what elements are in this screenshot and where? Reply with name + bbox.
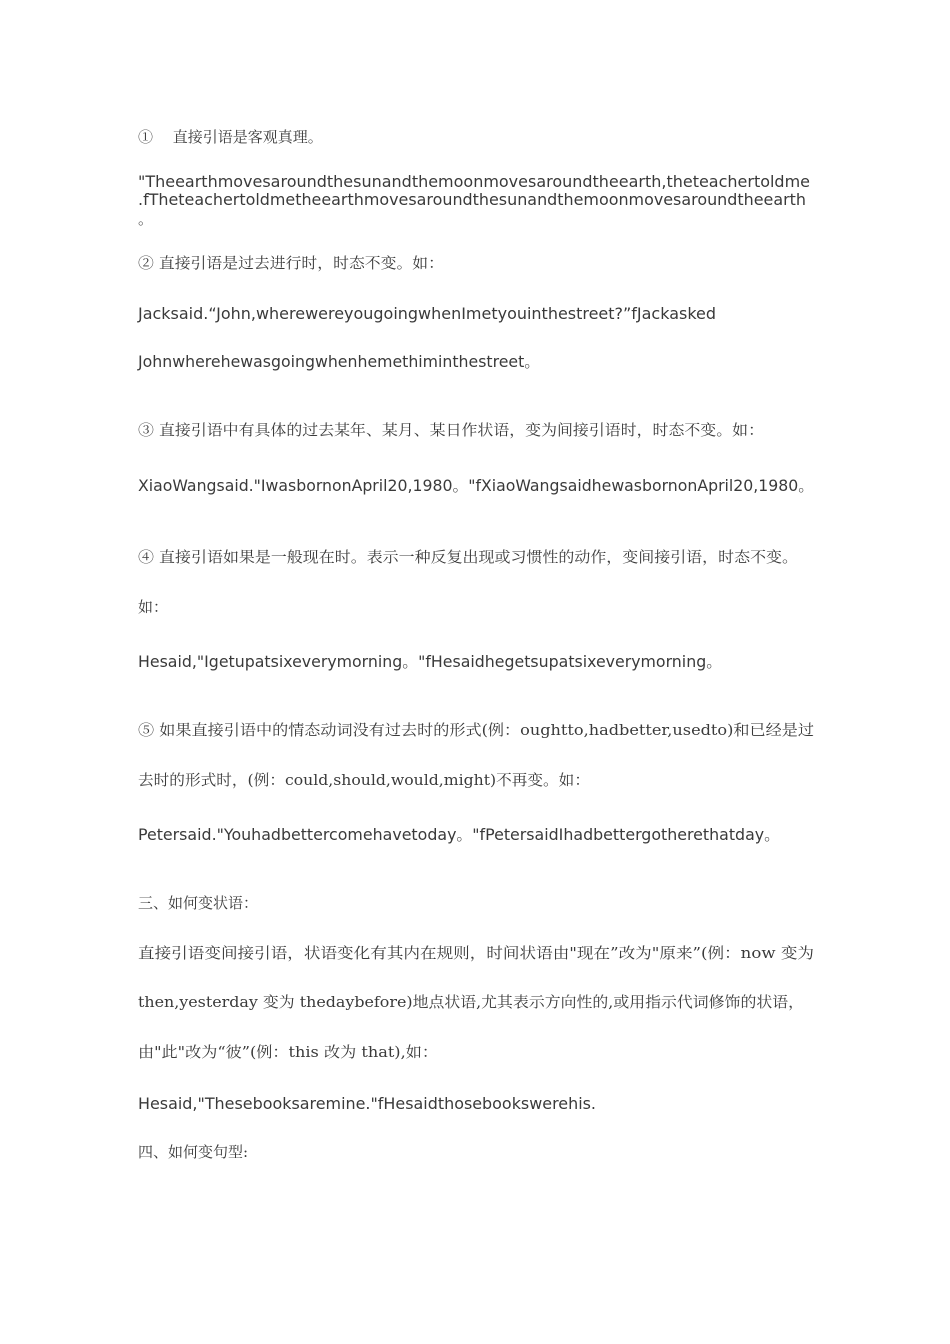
example-1-line-2: .fTheteachertoldmetheearthmovesaroundthesunandthemoonmovesaroundtheearth bbox=[138, 190, 806, 209]
example-1-line-1: "Theearthmovesaroundthesunandthemoonmovesaroundtheearth,theteachertoldme bbox=[138, 172, 810, 191]
example-4: Hesaid,"Igetupatsixeverymorning。"fHesaidhegetsupatsixeverymorning。 bbox=[138, 652, 722, 671]
section-3-para-line-1: 直接引语变间接引语，状语变化有其内在规则，时间状语由"现在”改为"原来”(例：now 变为 bbox=[138, 944, 814, 962]
example-2-line-2: Johnwherehewasgoingwhenhemethiminthestreet。 bbox=[138, 352, 540, 371]
example-2-line-1: Jacksaid.“John,wherewereyougoingwhenImetyouinthestreet?”fJackasked bbox=[138, 304, 716, 323]
item-5-heading-line-2: 去时的形式时，(例：could,should,would,might)不再变。如： bbox=[138, 771, 590, 789]
item-4-heading-line-2: 如： bbox=[138, 598, 169, 616]
example-1-line-3: 。 bbox=[138, 210, 154, 228]
section-4-heading: 四、如何变句型: bbox=[138, 1143, 249, 1161]
example-5: Petersaid."Youhadbettercomehavetoday。"fPetersaidIhadbettergotherethatday。 bbox=[138, 825, 780, 844]
item-4-heading-line-1: ④ 直接引语如果是一般现在时。表示一种反复出现或习惯性的动作，变间接引语，时态不变。 bbox=[138, 548, 798, 566]
item-2-heading: ② 直接引语是过去进行时，时态不变。如： bbox=[138, 254, 445, 272]
item-5-heading-line-1: ⑤ 如果直接引语中的情态动词没有过去时的形式(例：oughtto,hadbetter,usedto)和已经是过 bbox=[138, 721, 814, 739]
example-3: XiaoWangsaid."IwasbornonApril20,1980。"fXiaoWangsaidhewasbornonApril20,1980。 bbox=[138, 476, 814, 495]
item-1-heading: ① 直接引语是客观真理。 bbox=[138, 128, 323, 146]
section-3-para-line-2: then,yesterday 变为 thedaybefore)地点状语,尤其表示方向性的,或用指示代词修饰的状语， bbox=[138, 993, 804, 1011]
item-3-heading: ③ 直接引语中有具体的过去某年、某月、某日作状语，变为间接引语时，时态不变。如： bbox=[138, 421, 764, 439]
example-6: Hesaid,"Thesebooksaremine."fHesaidthosebookswerehis. bbox=[138, 1094, 596, 1113]
section-3-para-line-3: 由"此"改为“彼”(例：this 改为 that),如： bbox=[138, 1043, 438, 1061]
section-3-heading: 三、如何变状语： bbox=[138, 894, 259, 912]
